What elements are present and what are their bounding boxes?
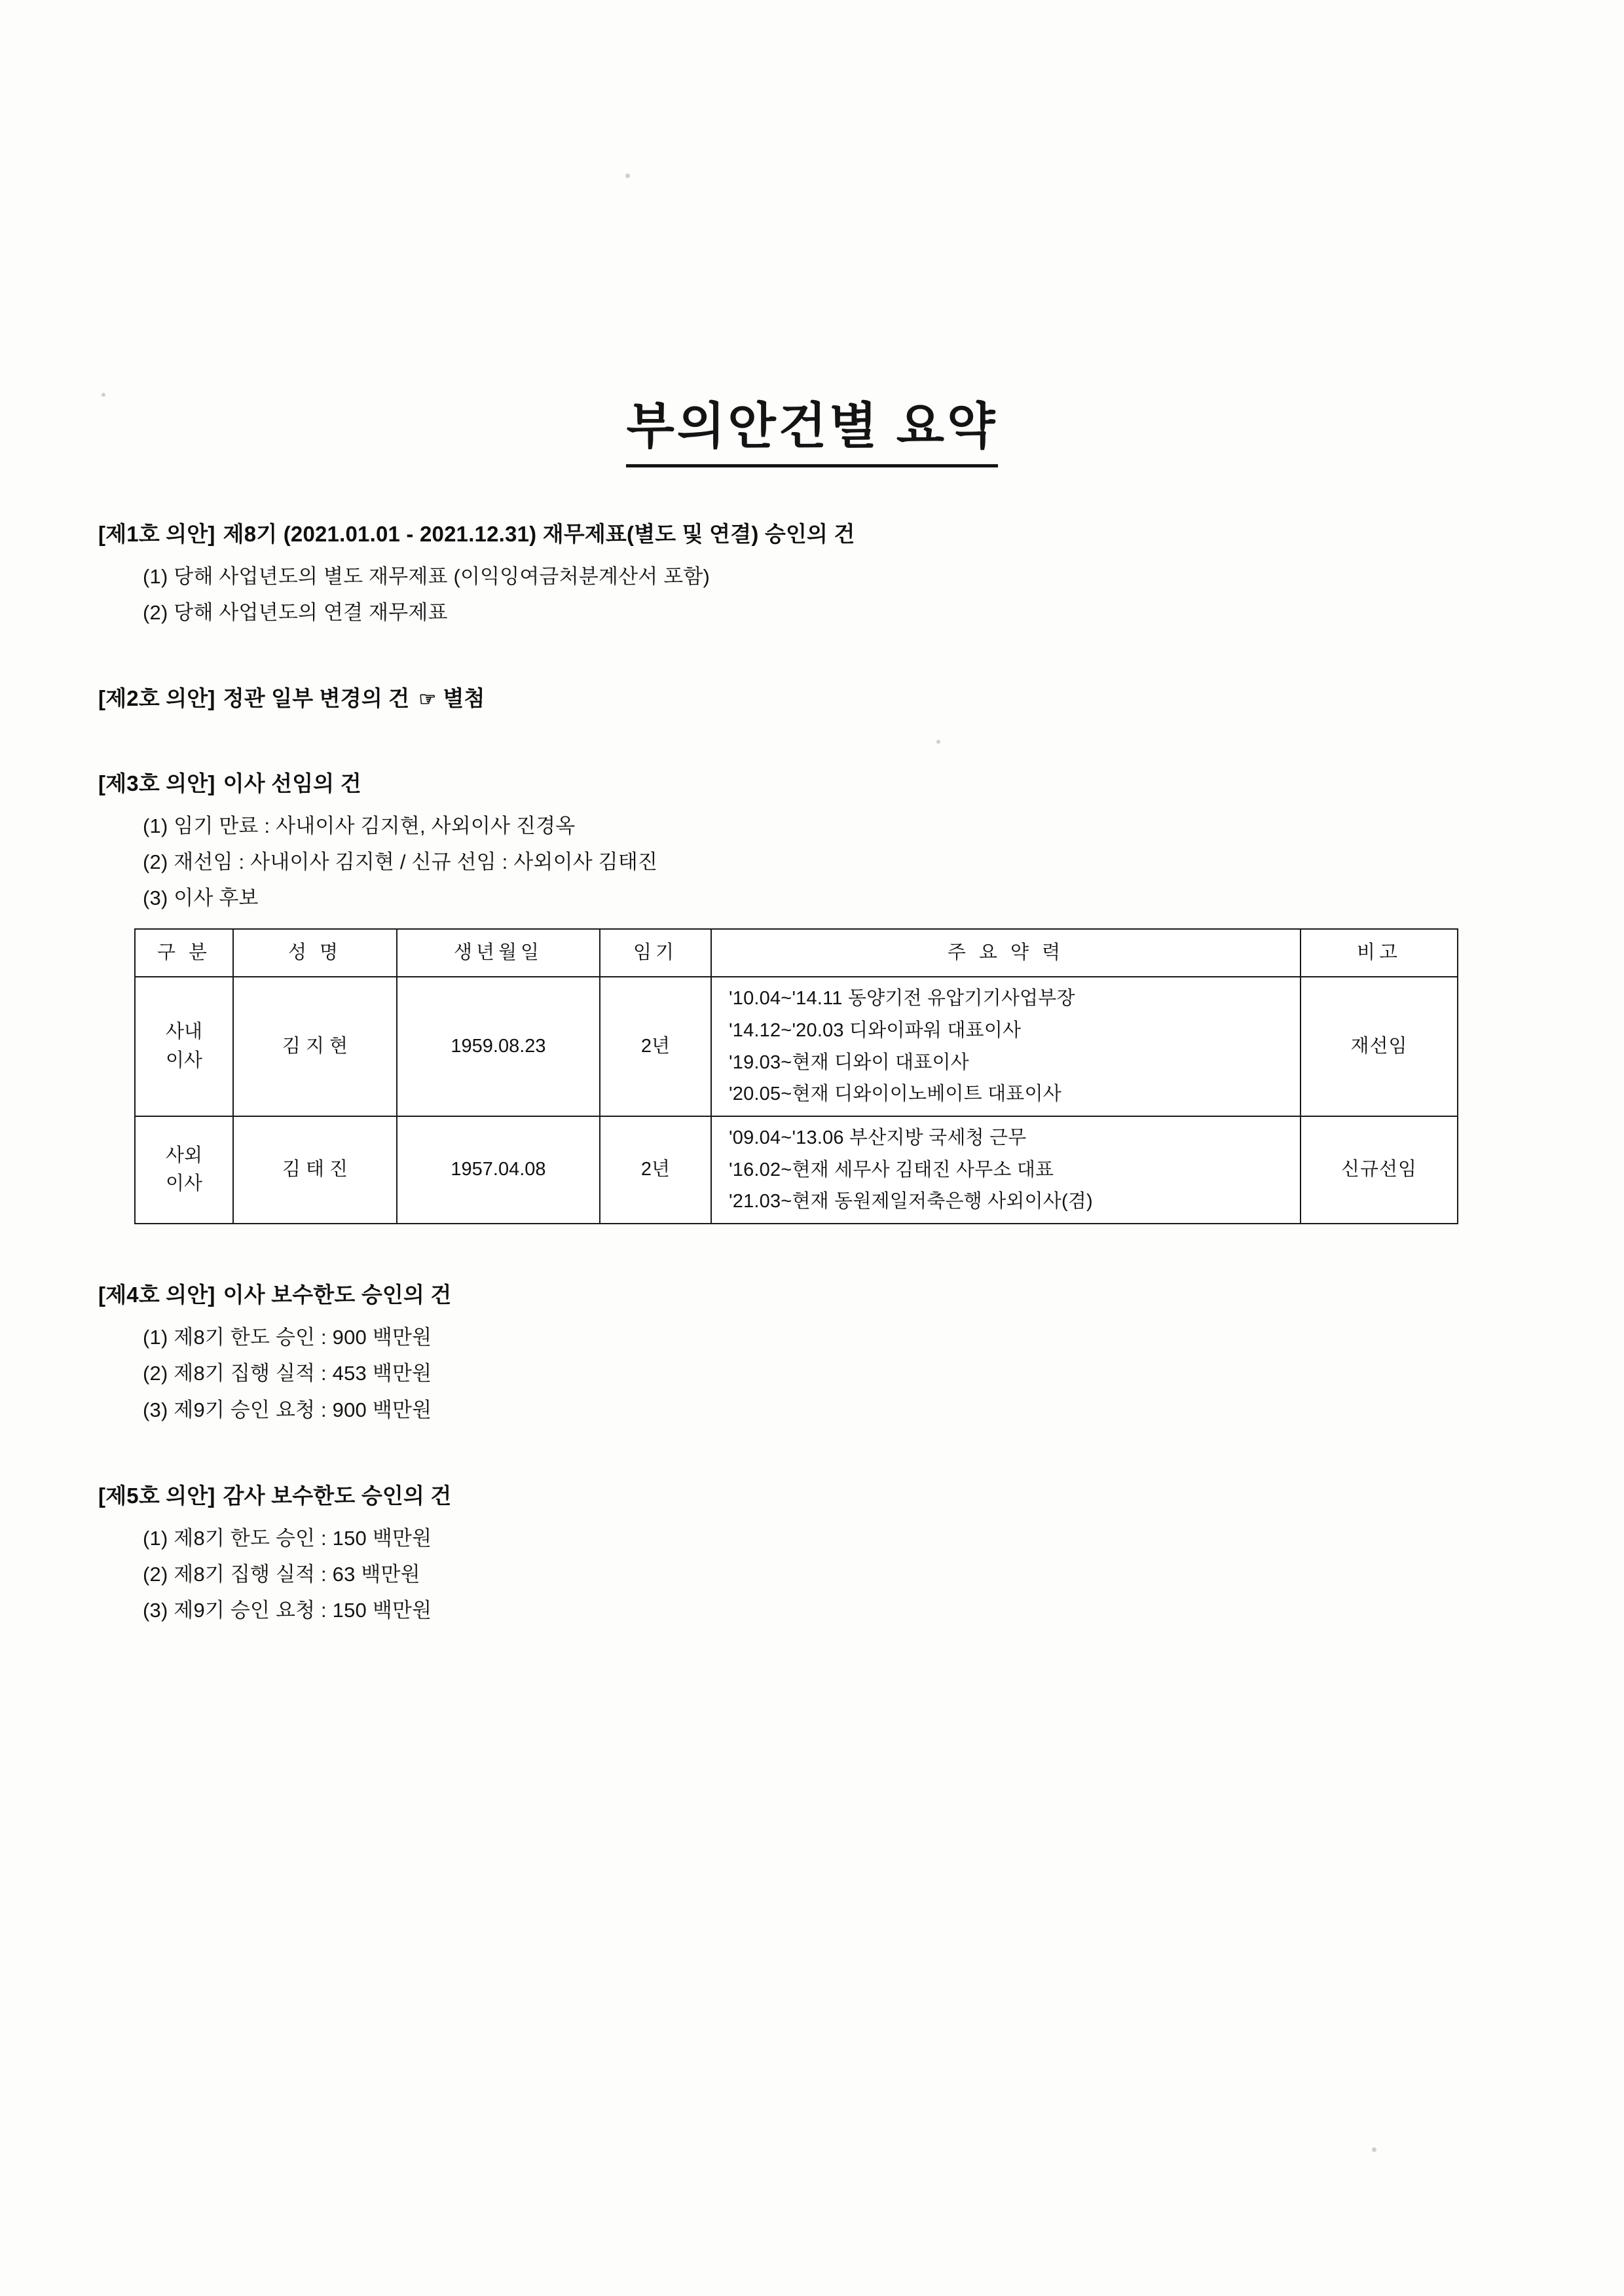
column-header-term: 임기	[600, 929, 711, 977]
pointing-hand-icon: ☞	[418, 689, 437, 711]
table-row	[135, 977, 1458, 1116]
agenda-1-heading	[98, 517, 1526, 551]
agenda-3-title: 이사 선임의 건	[223, 771, 361, 795]
cell-term: 2년	[600, 1116, 711, 1224]
cell-career	[711, 1116, 1301, 1224]
cell-gubun-line1: 사외	[165, 1144, 203, 1166]
career-line: '09.04~'13.06 부산지방 국세청 근무	[729, 1127, 1027, 1149]
list-item: (2) 당해 사업년도의 연결 재무제표	[143, 601, 448, 625]
scan-speck	[1372, 2147, 1376, 2152]
career-line: '10.04~'14.11 동양기전 유압기기사업부장	[729, 988, 1075, 1010]
cell-birthdate: 1959.08.23	[397, 977, 600, 1116]
cell-gubun-line2: 이사	[165, 1049, 203, 1071]
cell-name: 김 태 진	[233, 1116, 397, 1224]
list-item: (3) 제9기 승인 요청 : 900 백만원	[143, 1398, 432, 1421]
agenda-item-4	[98, 1278, 1526, 1428]
agenda-4-sublist	[143, 1319, 1526, 1428]
spacer	[98, 1236, 1526, 1278]
agenda-item-5	[98, 1479, 1526, 1629]
column-header-note: 비고	[1301, 929, 1458, 977]
career-line: '14.12~'20.03 디와이파워 대표이사	[729, 1019, 1022, 1041]
agenda-5-sublist	[143, 1520, 1526, 1629]
spacer	[98, 642, 1526, 682]
list-item: (1) 제8기 한도 승인 : 150 백만원	[143, 1526, 432, 1550]
column-header-gubun: 구 분	[135, 929, 233, 977]
list-item: (3) 제9기 승인 요청 : 150 백만원	[143, 1599, 432, 1622]
cell-name: 김 지 현	[233, 977, 397, 1116]
table-header-row	[135, 929, 1458, 977]
agenda-5-heading	[98, 1479, 1526, 1512]
list-item: (2) 제8기 집행 실적 : 453 백만원	[143, 1362, 432, 1385]
cell-gubun	[135, 1116, 233, 1224]
agenda-item-3	[98, 767, 1526, 1224]
agenda-2-bracket: [제2호 의안]	[98, 686, 215, 711]
table-row	[135, 1116, 1458, 1224]
page-title	[0, 386, 1624, 467]
list-item: (1) 당해 사업년도의 별도 재무제표 (이익잉여금처분계산서 포함)	[143, 565, 710, 589]
spacer	[98, 1440, 1526, 1479]
agenda-3-heading	[98, 767, 1526, 800]
cell-gubun-line1: 사내	[165, 1021, 203, 1043]
spacer	[98, 727, 1526, 767]
list-item: (1) 제8기 한도 승인 : 900 백만원	[143, 1326, 432, 1349]
column-header-birthdate: 생년월일	[397, 929, 600, 977]
cell-career	[711, 977, 1301, 1116]
list-item: (2) 제8기 집행 실적 : 63 백만원	[143, 1563, 420, 1586]
list-item: (2) 재선임 : 사내이사 김지현 / 신규 선임 : 사외이사 김태진	[143, 850, 658, 874]
page-title-text: 부의안건별 요약	[626, 386, 997, 467]
cell-term: 2년	[600, 977, 711, 1116]
director-candidate-table	[134, 928, 1458, 1225]
agenda-item-1	[98, 517, 1526, 630]
career-line: '19.03~현재 디와이 대표이사	[729, 1051, 969, 1073]
career-line: '20.05~현재 디와이이노베이트 대표이사	[729, 1084, 1061, 1105]
agenda-3-bracket: [제3호 의안]	[98, 771, 215, 795]
agenda-1-bracket: [제1호 의안]	[98, 522, 215, 546]
cell-note: 재선임	[1301, 977, 1458, 1116]
cell-note: 신규선임	[1301, 1116, 1458, 1224]
agenda-4-heading	[98, 1278, 1526, 1311]
document-body	[98, 517, 1526, 1640]
agenda-5-title: 감사 보수한도 승인의 건	[223, 1483, 452, 1508]
list-item: (1) 임기 만료 : 사내이사 김지현, 사외이사 진경옥	[143, 814, 576, 838]
scan-speck	[625, 173, 630, 178]
agenda-4-bracket: [제4호 의안]	[98, 1283, 215, 1307]
column-header-career: 주 요 약 력	[711, 929, 1301, 977]
column-header-name: 성 명	[233, 929, 397, 977]
list-item: (3) 이사 후보	[143, 886, 259, 910]
cell-birthdate: 1957.04.08	[397, 1116, 600, 1224]
agenda-2-attachment-note: 별첨	[443, 686, 485, 711]
agenda-2-title: 정관 일부 변경의 건	[223, 686, 410, 711]
agenda-1-title: 제8기 (2021.01.01 - 2021.12.31) 재무제표(별도 및 연결) 승인의 건	[223, 522, 855, 546]
agenda-3-sublist	[143, 808, 1526, 917]
agenda-1-sublist	[143, 558, 1526, 630]
cell-gubun	[135, 977, 233, 1116]
career-line: '21.03~현재 동원제일저축은행 사외이사(겸)	[729, 1191, 1093, 1212]
career-line: '16.02~현재 세무사 김태진 사무소 대표	[729, 1159, 1054, 1180]
agenda-2-heading	[98, 682, 1526, 716]
agenda-5-bracket: [제5호 의안]	[98, 1483, 215, 1508]
cell-gubun-line2: 이사	[165, 1173, 203, 1195]
agenda-4-title: 이사 보수한도 승인의 건	[223, 1283, 452, 1307]
agenda-item-2	[98, 682, 1526, 716]
